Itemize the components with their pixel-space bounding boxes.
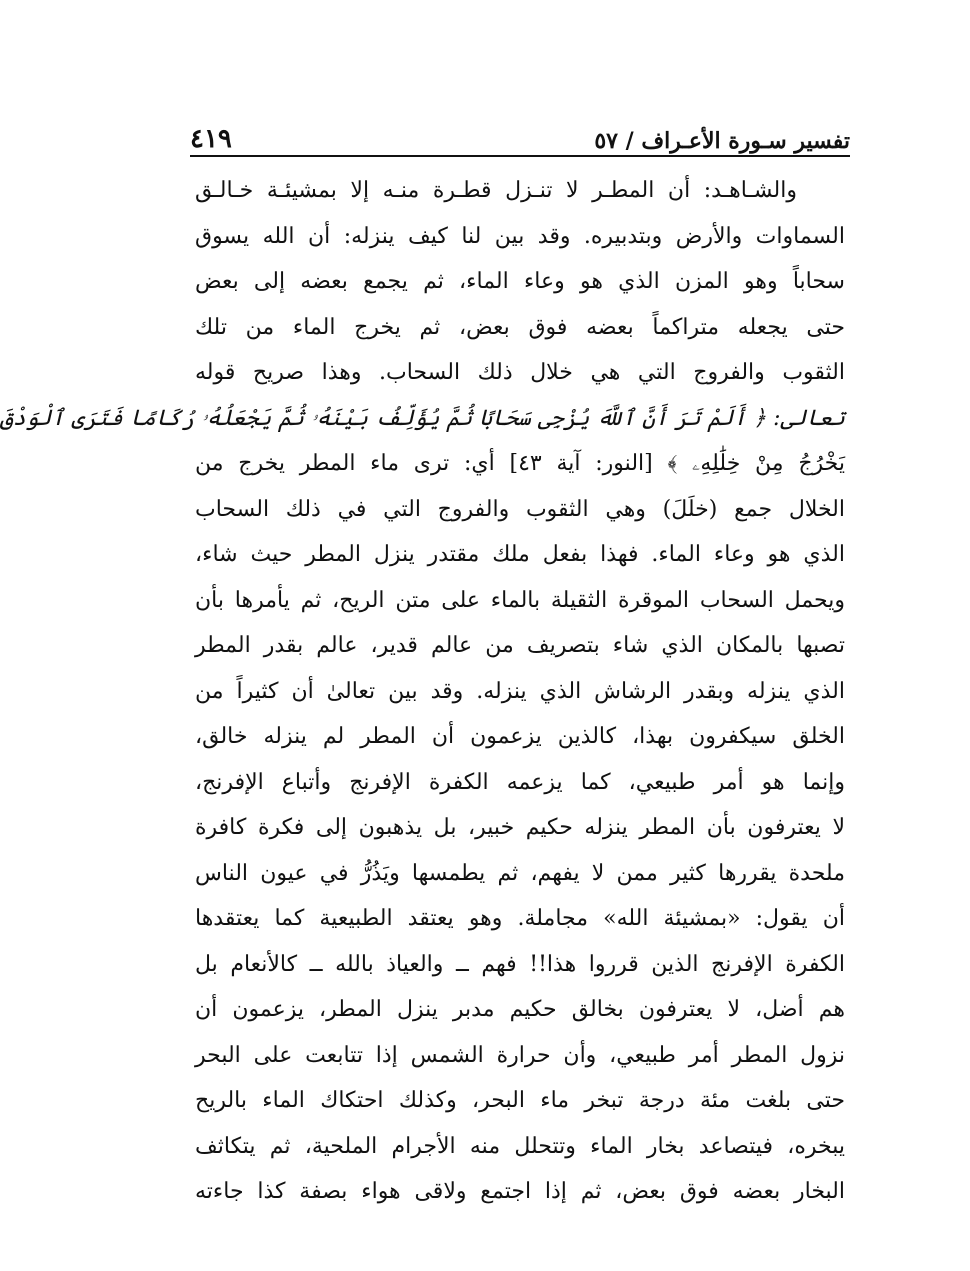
body-text (0, 168, 845, 1215)
text-line: ملحدة يقررها كثير ممن لا يفهم، ثم يطمسها ويَذُرُّ في عيون الناس (195, 860, 845, 886)
text-line: الثقوب والفروج التي هي خلال ذلك السحاب. وهذا صريح قوله (195, 360, 845, 385)
text-line: الذي ينزله وبقدر الرشاش الذي ينزله. وقد بين تعالىٰ أن كثيراً من (195, 678, 845, 704)
header-rule (190, 155, 850, 157)
text-line: السماوات والأرض وبتدبيره. وقد بين لنا كيف ينزله: أن الله يسوق (195, 223, 845, 249)
text-line: حتى بلغت مئة درجة تبخر ماء البحر، وكذلك احتكاك الماء بالريح (195, 1088, 845, 1113)
quran-verse-line: تعالى: ﴿ أَلَمْ تَرَ أَنَّ ٱللَّهَ يُزْجِى سَحَابًا ثُمَّ يُؤَلِّفُ بَيْنَهُۥ ثُمَّ يَجْعَلُهُۥ رُكَامًا فَتَرَى ٱلْوَدْقَ (0, 405, 845, 431)
text-line: تصبها بالمكان الذي شاء بتصريف من عالم قدير، عالم بقدر المطر (195, 633, 845, 658)
text-line: نزول المطر أمر طبيعي، وأن حرارة الشمس إذا تتابعت على البحر (195, 1042, 845, 1068)
text-line: حتى يجعله متراكماً بعضه فوق بعض، ثم يخرج الماء من تلك (195, 314, 845, 340)
text-line: ويحمل السحاب الموقرة الثقيلة بالماء على متن الريح، ثم يأمرها بأن (195, 587, 845, 613)
text-line: سحاباً وهو المزن الذي هو وعاء الماء، ثم يجمع بعضه إلى بعض (195, 269, 845, 294)
text-line: الذي هو وعاء الماء. فهذا بفعل ملك مقتدر ينزل المطر حيث شاء، (195, 542, 845, 567)
page-header (190, 110, 850, 152)
quran-verse-line: يَخْرُجُ مِنْ خِلَٰلِهِۦ ﴾ [النور: آية ٤٣] أي: ترى ماء المطر يخرج من (195, 451, 845, 476)
text-line: والشـاهـد: أن المطـر لا تنـزل قطـرة منـه إلا بمشيئـة خـالـق (195, 178, 797, 203)
text-line: الخلال جمع (خلَلَ) وهي الثقوب والفروج التي في ذلك السحاب (195, 496, 845, 522)
text-line: الكفرة الإفرنج الذين قرروا هذا!! فهم ــ والعياذ بالله ــ كالأنعام بل (195, 951, 845, 977)
text-line: هم أضل، لا يعترفون بخالق حكيم مدبر ينزل المطر، يزعمون أن (195, 997, 845, 1022)
text-line: البخار بعضه فوق بعض، ثم إذا اجتمع ولاقى هواء بصفة كذا جاءته (195, 1179, 845, 1204)
text-line: يبخره، فيتصاعد بخار الماء وتتحلل منه الأجرام الملحية، ثم يتكاثف (195, 1133, 845, 1159)
running-head: تفسير سـورة الأعـراف / ٥٧ (594, 128, 850, 154)
text-line: الخلق سيكفرون بهذا، كالذين يزعمون أن المطر لم ينزله خالق، (195, 724, 845, 749)
text-line: وإنما هو أمر طبيعي، كما يزعمه الكفرة الإفرنج وأتباع الإفرنج، (195, 769, 845, 795)
text-line: أن يقول: «بمشيئة الله» مجاملة. وهو يعتقد الطبيعية كما يعتقدها (195, 906, 845, 931)
text-line: لا يعترفون بأن المطر ينزله حكيم خبير، بل يذهبون إلى فكرة كافرة (195, 815, 845, 840)
page-number: ٤١٩ (190, 124, 232, 154)
